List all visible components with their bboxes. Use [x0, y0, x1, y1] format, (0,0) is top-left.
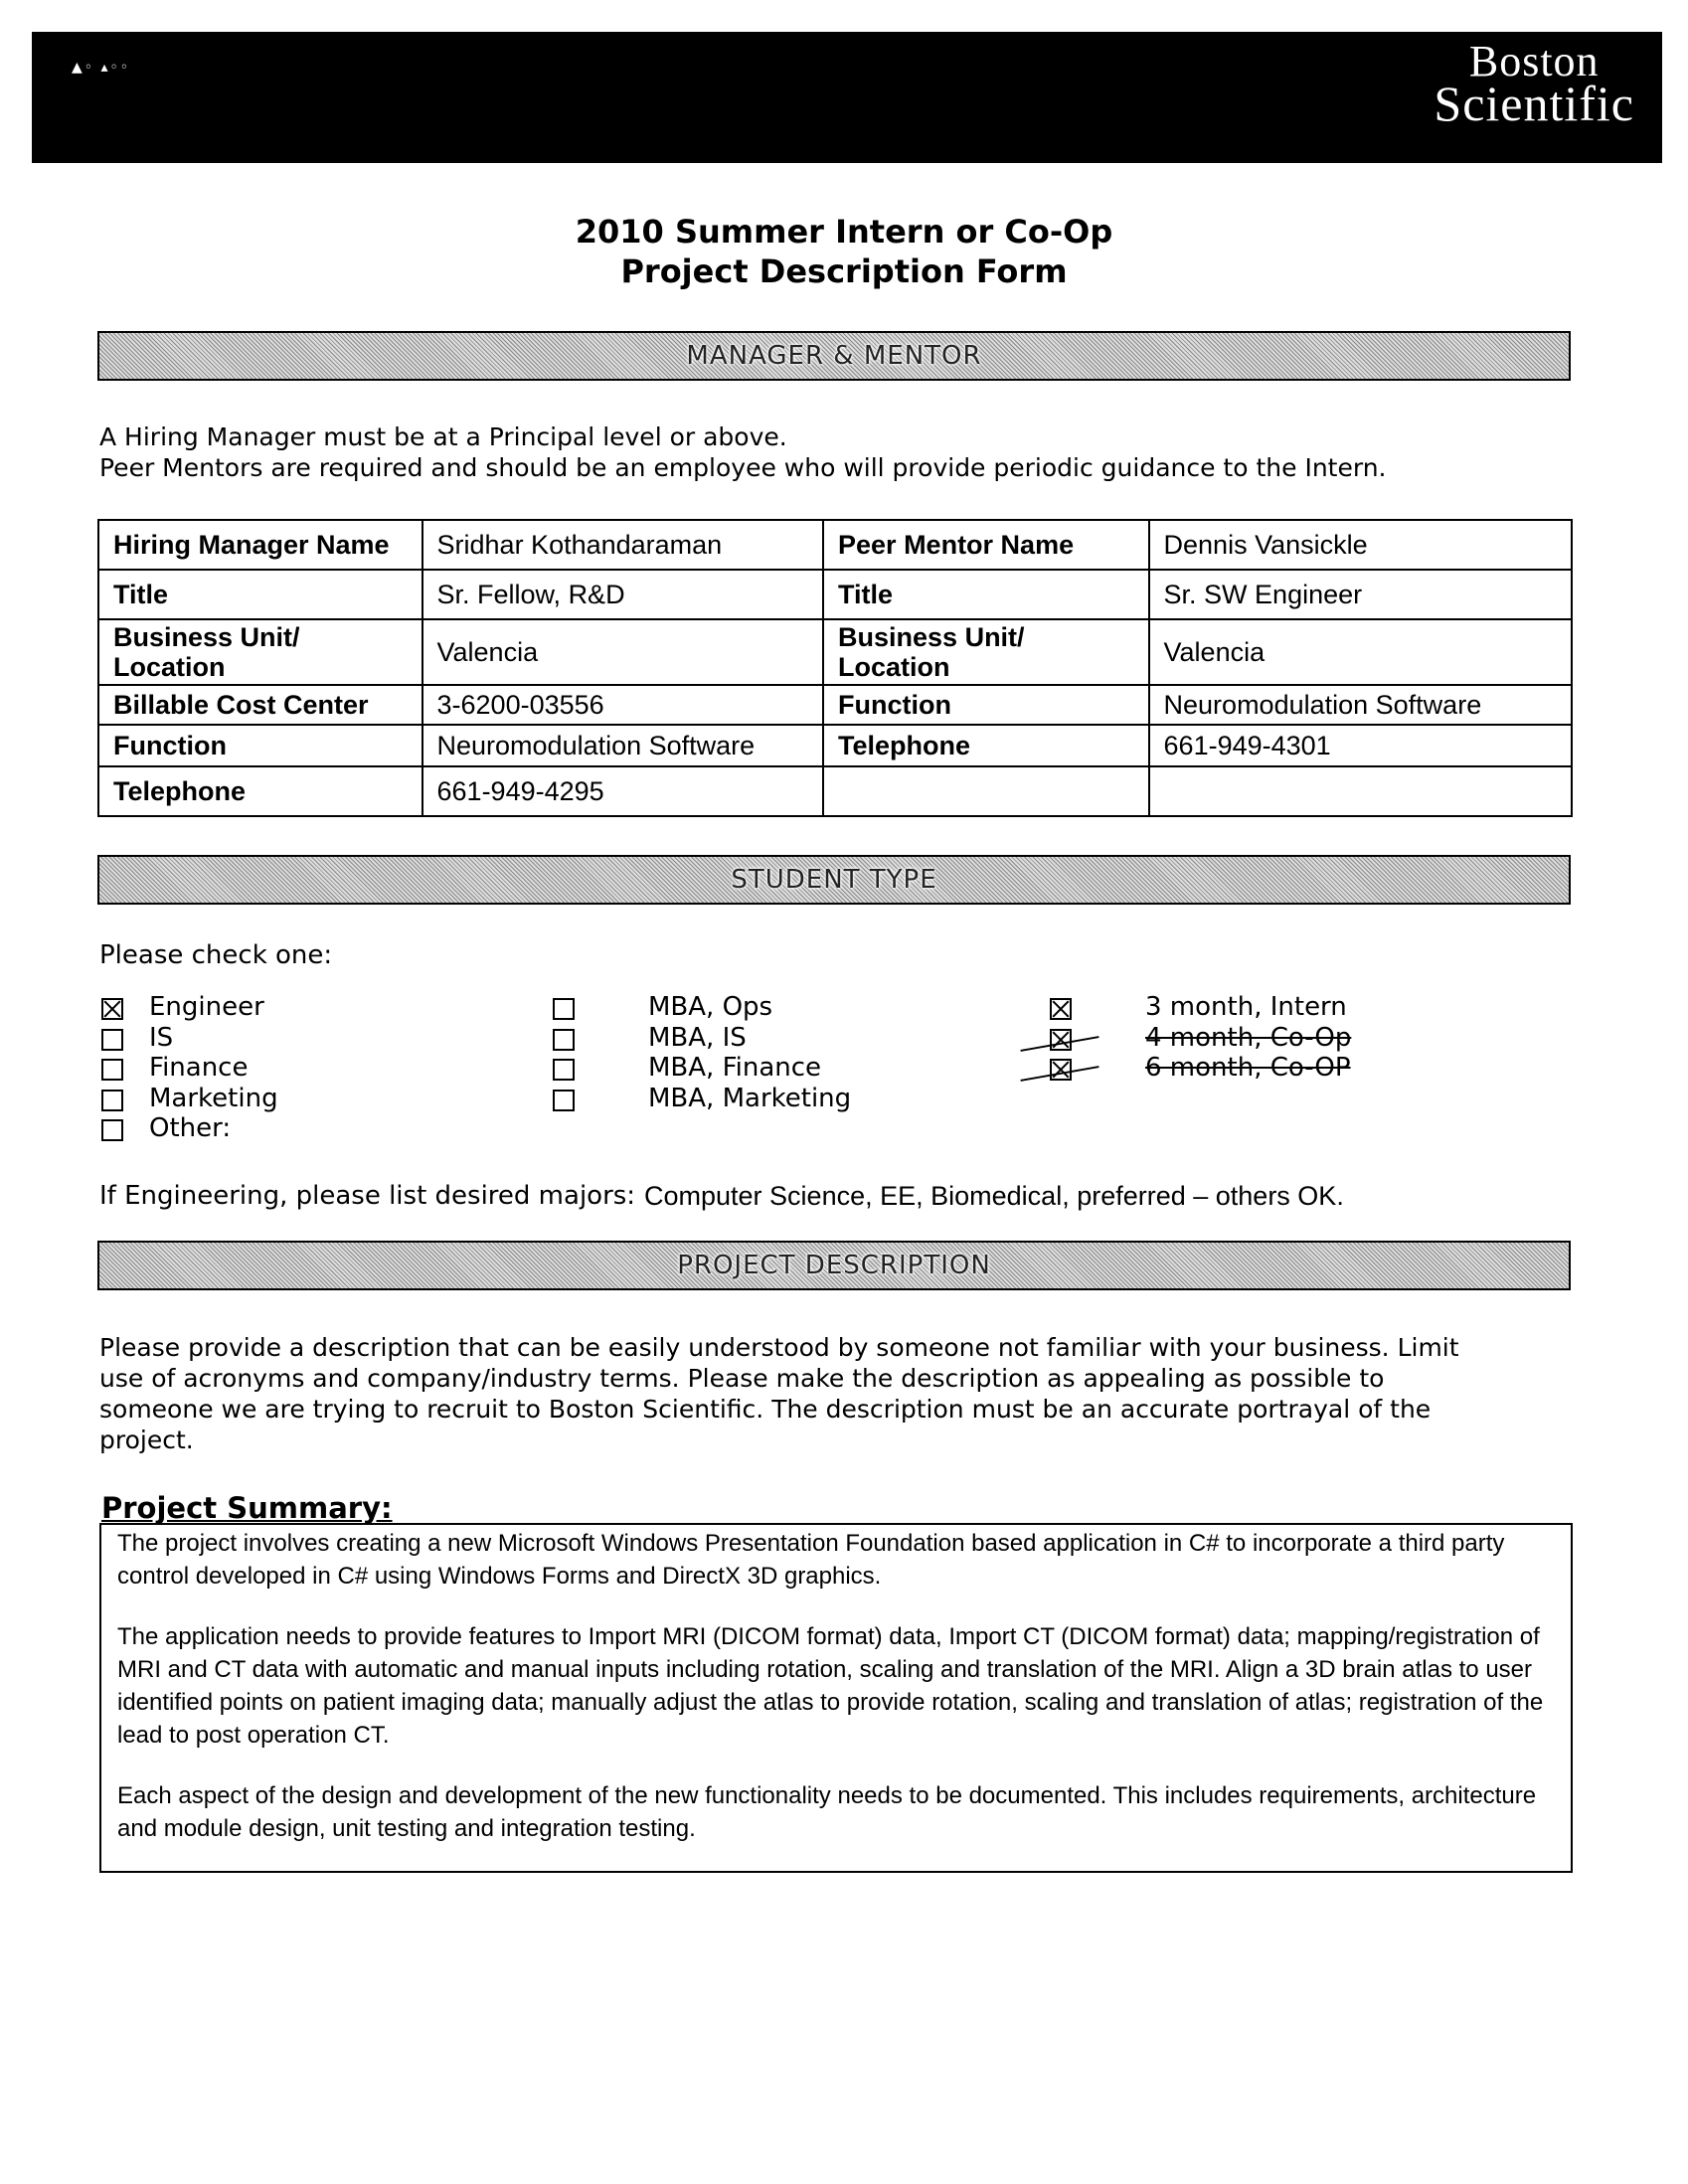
contact-row	[98, 685, 1572, 725]
majors-value: Computer Science, EE, Biomedical, preferred – others OK.	[644, 1181, 1344, 1211]
brand-logo	[1434, 37, 1634, 131]
field-label: Business Unit/ Location	[823, 619, 1149, 685]
form-title-line1: 2010 Summer Intern or Co-Op	[575, 213, 1113, 251]
checkbox[interactable]	[553, 998, 575, 1020]
checkbox-label: MBA, Finance	[648, 1053, 822, 1083]
checkbox-label: MBA, Marketing	[648, 1083, 852, 1113]
section-label: MANAGER & MENTOR	[686, 341, 982, 371]
checkbox[interactable]	[101, 1029, 123, 1051]
checkbox-label: 4 month, Co-Op	[1145, 1022, 1352, 1053]
field-label: Function	[98, 725, 422, 766]
manager-intro: A Hiring Manager must be at a Principal level or above. Peer Mentors are required and should be an employee who will provide periodic guidance to the Intern.	[99, 422, 1387, 482]
checkbox-label: Other:	[149, 1113, 232, 1143]
summary-paragraph: The project involves creating a new Microsoft Windows Presentation Foundation based application in C# to incorporate a third party control developed in C# using Windows Forms and DirectX 3D graphics.	[117, 1530, 1505, 1590]
contact-row	[98, 520, 1572, 570]
brand-line2: Scientific	[1434, 75, 1634, 131]
checkbox[interactable]	[1050, 998, 1072, 1020]
brand-line1: Boston	[1468, 37, 1600, 85]
section-student-type	[97, 855, 1571, 905]
contact-row	[98, 766, 1572, 816]
project-summary-heading: Project Summary:	[101, 1491, 393, 1525]
section-manager-mentor	[97, 331, 1571, 381]
checkbox-label: Marketing	[149, 1083, 278, 1113]
form-title-line2: Project Description Form	[620, 252, 1068, 290]
checkbox-label: Finance	[149, 1053, 249, 1083]
header-banner	[32, 32, 1662, 163]
field-value: Neuromodulation Software	[422, 725, 824, 766]
field-value: Sr. Fellow, R&D	[422, 570, 824, 619]
field-label: Peer Mentor Name	[823, 520, 1149, 570]
field-value: Neuromodulation Software	[1149, 685, 1572, 725]
summary-paragraph: Each aspect of the design and development of the new functionality needs to be documented. This includes requirements, architecture and module design, unit testing and integration testing.	[117, 1782, 1537, 1842]
checkbox[interactable]	[101, 1090, 123, 1111]
checkbox[interactable]	[553, 1029, 575, 1051]
field-value: Sridhar Kothandaraman	[422, 520, 824, 570]
field-label: Hiring Manager Name	[98, 520, 422, 570]
field-label: Telephone	[823, 725, 1149, 766]
field-value: 3-6200-03556	[422, 685, 824, 725]
section-label: STUDENT TYPE	[731, 865, 937, 895]
checkbox[interactable]	[101, 1059, 123, 1081]
project-intro: Please provide a description that can be easily understood by someone not familiar with your business. Limit use of acronyms and company/industry terms. Please make the description as appealing as possible to someone we are trying to recruit to Boston Scientific. The description must be an accurate portrayal of the project.	[99, 1333, 1459, 1454]
checkbox[interactable]	[553, 1090, 575, 1111]
checkbox[interactable]	[1050, 1029, 1072, 1051]
checkbox-label: 3 month, Intern	[1145, 992, 1347, 1022]
checkbox-label: 6 month, Co-OP	[1145, 1053, 1351, 1083]
checkbox[interactable]	[101, 998, 123, 1020]
field-value: 661-949-4301	[1149, 725, 1572, 766]
checkbox[interactable]	[101, 1119, 123, 1141]
field-value: 661-949-4295	[422, 766, 824, 816]
checkbox-label: IS	[149, 1022, 174, 1053]
project-summary-box	[99, 1523, 1573, 1873]
field-value: Valencia	[422, 619, 824, 685]
field-label: Function	[823, 685, 1149, 725]
contact-row	[98, 570, 1572, 619]
field-label: Telephone	[98, 766, 422, 816]
field-value: Sr. SW Engineer	[1149, 570, 1572, 619]
contact-table	[97, 519, 1573, 817]
checkbox[interactable]	[1050, 1059, 1072, 1081]
majors-label: If Engineering, please list desired majors:	[99, 1181, 636, 1211]
field-value	[1149, 766, 1572, 816]
student-type-prompt: Please check one:	[99, 940, 333, 970]
field-label: Title	[823, 570, 1149, 619]
field-label: Billable Cost Center	[98, 685, 422, 725]
checkbox[interactable]	[553, 1059, 575, 1081]
field-label	[823, 766, 1149, 816]
field-label: Business Unit/ Location	[98, 619, 422, 685]
checkbox-label: MBA, IS	[648, 1022, 747, 1053]
summary-paragraph: The application needs to provide features to Import MRI (DICOM format) data, Import CT (DICOM format) data; mapping/registration of MRI and CT data with automatic and manual inputs including rotation, scaling and translation of the MRI. Align a 3D brain atlas to user identified points on patient imaging data; manually adjust the atlas to provide rotation, scaling and translation of atlas; registration of the lead to post operation CT.	[117, 1623, 1544, 1749]
checkbox-label: Engineer	[149, 992, 264, 1022]
field-value: Valencia	[1149, 619, 1572, 685]
header-mark: ▲◦ ▴◦◦	[72, 60, 131, 76]
section-label: PROJECT DESCRIPTION	[677, 1251, 991, 1280]
checkbox-label: MBA, Ops	[648, 992, 773, 1022]
section-project-description	[97, 1241, 1571, 1290]
contact-row	[98, 725, 1572, 766]
field-value: Dennis Vansickle	[1149, 520, 1572, 570]
contact-row	[98, 619, 1572, 685]
field-label: Title	[98, 570, 422, 619]
